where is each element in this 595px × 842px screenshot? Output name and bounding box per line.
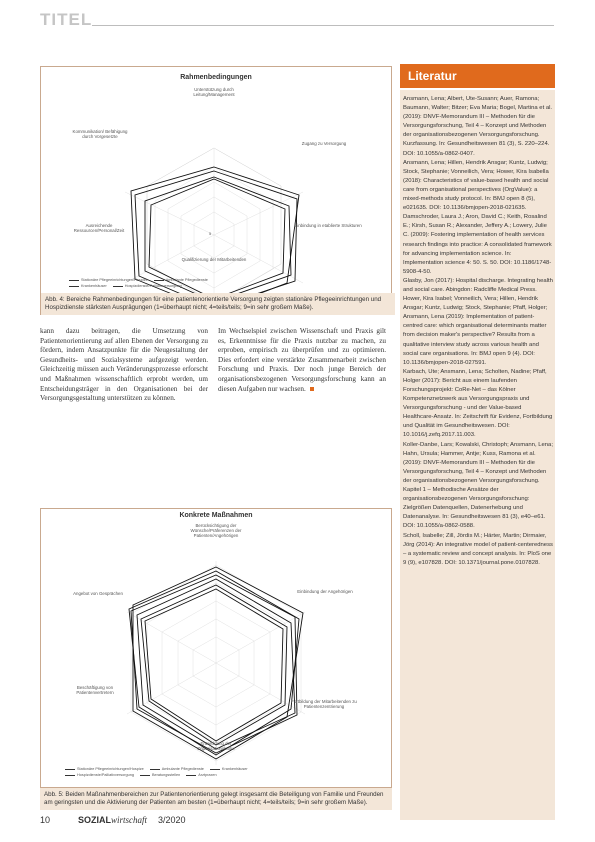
page-number: 10 <box>40 815 51 825</box>
body-text-column-2 <box>218 327 386 394</box>
figure-4-chart-title: Rahmenbedingungen <box>180 74 252 81</box>
figure-5-axis-label: Einbindung der Angehörigen <box>297 589 353 594</box>
legend-entry: Hospizdienste/Palliativversorgung <box>113 284 182 288</box>
end-of-article-mark <box>310 387 314 391</box>
figure-4-caption: Abb. 4: Bereiche Rahmenbedingungen für eine patientenorientierte Versorgung zeigten stationäre Pflegeeinrichtungen und Hospizdienste stärksten Ausprägungen (1=überhaupt nicht; 4=teils/teils; 9=in sehr großem Maße). <box>41 293 395 315</box>
legend-entry: Ambulante Pflegedienste <box>150 767 204 771</box>
svg-text:5: 5 <box>209 231 212 236</box>
legend-entry: Ambulante Pflegedienste <box>154 278 208 282</box>
literatur-references: Ansmann, Lena; Albert, Ute-Susann; Auer, Ramona; Baumann, Walter; Bitzer; Eva Maria; Bogel, Martina et al. (2019): DNVF-Memorandum III – Methoden für die Versorgungsforschung, Teil 4 – Konzept und Methoden der organisationsbezogenen Versorgungsforschung. Kurzfassung. In: Gesundheitswesen 81 (3), S. 220–224. DOI: 10.1055/a-0862-0407. Ansmann, Lena; Hillen, Hendrik Ansgar; Kuntz, Ludwig; Stock, Stephanie; Vonneilich, Vera; Hower, Kira Isabella (2018): Characteristics of value-based health and social care from organisational perspectives (OrgValue): a mixed-methods study protocol. In: BMJ open 8 (5), e021635. DOI: 10.1136/bmjopen-2018-021635. Damschroder, Laura J.; Aron, David C.; Keith, Rosalind E.; Kirsh, Susan R.; Alexander, Jeffery A.; Lowery, Julie C. (2009): Fostering implementation of health services research findings into practice: A consolidated framework for advancing implementation science. In: Implementation science 4: 50. S. 50. DOI: 10.1186/1748-5908-4-50. Glasby, Jon (2017): Hospital discharge. Integrating health and social care. Abingdon: Radcliffe Medical Press. Hower, Kira Isabel; Vonneilich, Vera; Hillen, Hendrik Ansgar; Kuntz, Ludwig; Stock, Stephanie; Pfaff, Holger; Ansmann, Lena (2019): Implementation of patient-centred care: which organisational determinants matter from decision maker's perspective? Results from a qualitative interview study across various health and social care organisations. In: BMJ open 9 (4). DOI: 10.1136/bmjopen-2018-027591. Karbach, Ute; Ansmann, Lena; Scholten, Nadine; Pfaff, Holger (2017): Bericht aus einem laufenden Forschungsprojekt: CoRe-Net – das Kölner Kompetenznetzwerk aus Versorgungspraxis und Versorgungsforschung - und der Value-based Healthcare-Ansatz. In: Zeitschrift für Evidenz, Fortbildung und Qualität im Gesundheitswesen. DOI: 10.1016/j.zefq.2017.11.003. Koller-Danbe, Lars; Kowalski, Christoph; Ansmann, Lena; Hahn, Ursula; Hammer, Antje; Kuss, Ramona et al. (2019): DNVF-Memorandum III – Methoden für die Versorgungsforschung, Teil 4 – Konzept und Methoden der organisationsbezogenen Versorgungsforschung. Kapitel 1 – Methodische Ansätze der organisationsbezogenen Versorgungsforschung: Zielgrößen Datenquellen, Datenerhebung und Datenanalyse. In: Gesundheitswesen 81 (3), e40–e61. DOI: 10.1055/a-0862-0588. Scholl, Isabelle; Zill, Jördis M.; Härter, Martin; Dirmaier, Jörg (2014): An integrative model of patient-centeredness – a systematic review and concept analysis. In: PloS one 9 (9), e107828. DOI: 10.1371/journal.pone.0107828. <box>403 96 553 566</box>
figure-4 <box>40 66 392 315</box>
legend-entry: Krankenhäuser <box>69 284 107 288</box>
figure-4-axis-label: Ausreichende Ressourcen/Personal/Zeit <box>73 223 125 233</box>
magazine-logo-sozial: SOZIAL <box>78 815 111 825</box>
legend-entry: Beratungsstellen <box>140 773 180 777</box>
body-text-column-1: kann dazu beitragen, die Umsetzung von Patientenorientierung auf allen Ebenen der Versorgung zu fördern, indem Ansatzpunkte für die Neugestaltung der Gesundheits- und Sozialsysteme aufgezeigt werden. Gleichzeitig müssen auch Veränderungsprozesse erforscht und Maßnahmen wissenschaftlich erprobt werden, um Entscheidungsträger in den Organisationen bei der Versorgungsgestaltung unterstützen zu können. <box>40 327 208 403</box>
figure-5-axis-label: Entwicklung der Organisationskultur <box>197 741 235 751</box>
legend-entry: Stationäre Pflegeeinrichtungen/Hospize <box>69 278 148 282</box>
figure-4-axis-label: Zugang zu Versorgung <box>301 141 347 146</box>
figure-4-axis-label: Qualifizierung der Mitarbeitenden <box>181 257 247 262</box>
magazine-logo <box>78 815 147 825</box>
figure-5 <box>40 508 392 788</box>
literatur-box <box>400 90 555 820</box>
figure-4-axis-label: Unterstützung durch Leitung/Management <box>193 87 235 97</box>
legend-entry: Stationäre Pflegeeinrichtungen/Hospize <box>65 767 144 771</box>
body-text-paragraph: Im Wechselspiel zwischen Wissenschaft und Praxis gilt es, Erkenntnisse für die Praxis nutzbar zu machen, zu erproben, empirisch zu überprüfen und zu optimieren. Dies erfordert eine verstärkte Zusammenarbeit zwischen Forschung und Praxis. Der noch junge Bereich der organisationsbezogenen Versorgungsforschung kann an diesen Aufgaben nur wachsen. <box>218 327 386 393</box>
figure-5-axis-label: Angebot von Gesprächen <box>73 591 123 596</box>
magazine-logo-wirtschaft: wirtschaft <box>111 815 148 825</box>
legend-entry: Arztpraxen <box>186 773 216 777</box>
header-rule <box>92 25 554 26</box>
figure-5-caption: Abb. 5: Beiden Maßnahmenbereichen zur Patientenorientierung gelegt insgesamt die Beteiligung von Familie und Freunden am geringsten und die Aktivierung der Patienten am besten (1=überhaupt nicht; 4=teils/teils; 9=in sehr großem Maße). <box>40 788 392 810</box>
page-header-title: TITEL <box>40 10 93 29</box>
figure-4-radar-chart <box>41 67 391 314</box>
figure-4-axis-label: Kommunikation/ Befähigung durch Vorgesetzte <box>72 129 128 139</box>
figure-4-axis-label: Einbindung in etablierte Strukturen <box>294 223 362 228</box>
figure-5-legend <box>65 767 385 779</box>
legend-entry: Hospizdienste/Palliativversorgung <box>65 773 134 777</box>
issue-number: 3/2020 <box>158 815 186 825</box>
figure-5-axis-label: Fortbildung der Mitarbeitenden zu Patientenzentrierung <box>291 699 357 709</box>
figure-5-axis-label: Beschäftigung von Patientenvertretern <box>76 685 114 695</box>
figure-5-chart-title: Konkrete Maßnahmen <box>179 512 253 519</box>
legend-entry: Krankenhäuser <box>210 767 248 771</box>
literatur-heading: Literatur <box>400 64 555 88</box>
figure-5-axis-label: Berücksichtigung der Wünsche/Präferenzen der Patienten/Angehörigen <box>190 523 242 538</box>
figure-4-legend <box>69 278 369 290</box>
